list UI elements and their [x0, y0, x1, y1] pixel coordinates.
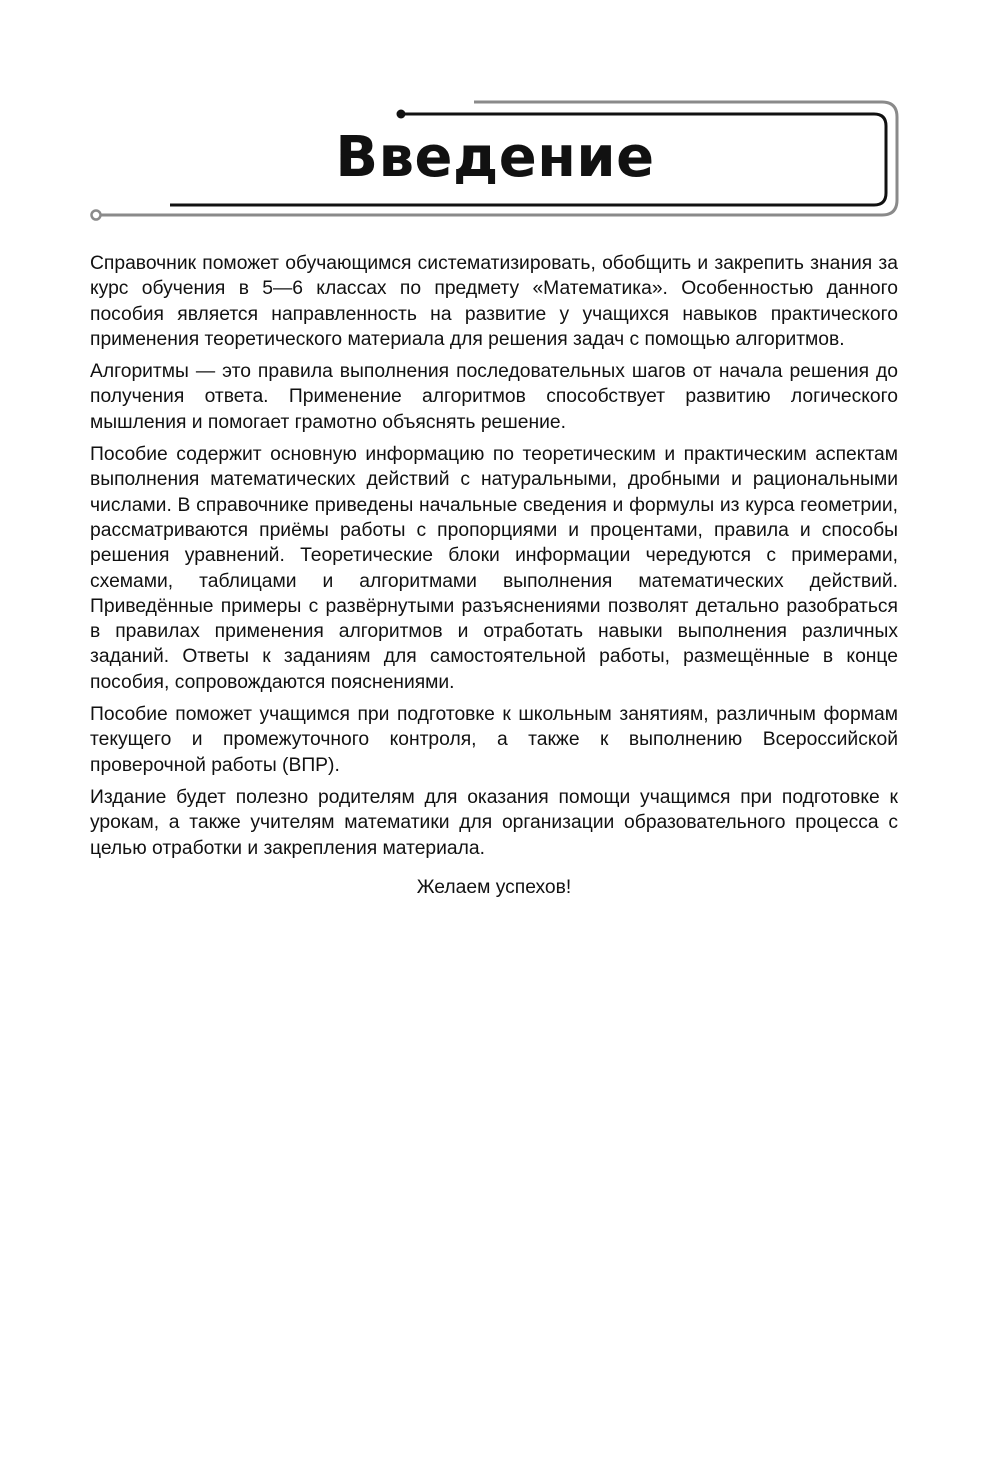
paragraph-algorithms: Алгоритмы — это правила выполнения последовательных шагов от начала решения до получения ответа. Применение алгоритмов способствует развитию логического мышления и помогает грамотно объяснять решение.	[90, 361, 898, 433]
page-title: Введение	[335, 125, 655, 190]
heading-frame	[0, 0, 1000, 240]
paragraph-parents: Издание будет полезно родителям для оказания помощи учащимся при подготовке к урокам, а также учителям математики для организации образовательного процесса с целью отработки и закрепления материала.	[90, 786, 898, 859]
paragraph-students: Пособие поможет учащимся при подготовке к школьным занятиям, различным формам текущего и промежуточного контроля, а также к выполнению Всероссийской проверочной работы (ВПР).	[90, 704, 898, 776]
paragraph-intro: Справочник поможет обучающимся систематизировать, обобщить и закрепить знания за курс обучения в 5—6 классах по предмету «Математика». Особенностью данного пособия является направленность на развитие у учащихся навыков практического применения теоретического материала для решения задач с помощью алгоритмов.	[90, 253, 898, 350]
frame-ring	[92, 211, 101, 220]
paragraph-contents: Пособие содержит основную информацию по теоретическим и практическим аспектам выполнения математических действий с натуральными, дробными и рациональными числами. В справочнике приведены начальные сведения и формулы из курса геометрии, рассматриваются приёмы работы с пропорциями и процентами, правила и способы решения уравнений. Теоретические блоки информации чередуются с примерами, схемами, таблицами и алгоритмами выполнения математических действий. Приведённые примеры с развёрнутыми разъяснениями позволят детально разобраться в правилах применения алгоритмов и отработать навыки выполнения различных заданий. Ответы к заданиям для самостоятельной работы, размещённые в конце пособия, сопровождаются пояснениями.	[90, 444, 898, 693]
closing-wish: Желаем успехов!	[416, 876, 572, 898]
body-text	[90, 251, 898, 900]
